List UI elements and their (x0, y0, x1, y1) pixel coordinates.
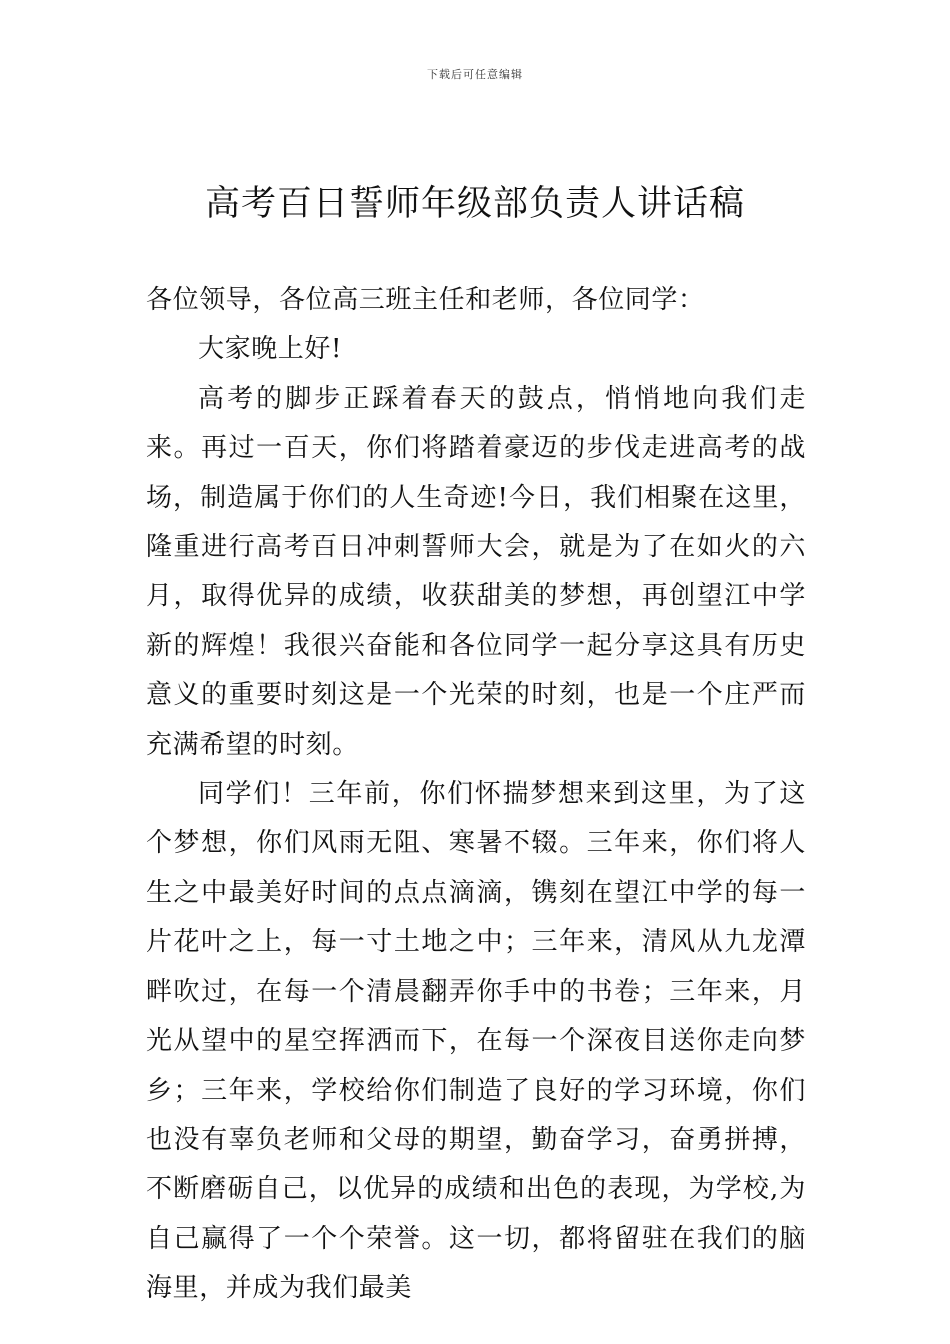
paragraph-2: 同学们！三年前，你们怀揣梦想来到这里，为了这个梦想，你们风雨无阻、寒暑不辍。三年来，你们将人生之中最美好时间的点点滴滴，镌刻在望江中学的每一片花叶之上，每一寸土地之中；三年来，清风从九龙潭畔吹过，在每一个清晨翻弄你手中的书卷；三年来，月光从望中的星空挥洒而下，在每一个深夜目送你走向梦乡；三年来，学校给你们制造了良好的学习环境，你们也没有辜负老师和父母的期望，勤奋学习，奋勇拼搏，不断磨砺自己，以优异的成绩和出色的表现，为学校,为自己赢得了一个个荣誉。这一切，都将留驻在我们的脑海里，并成为我们最美 (146, 779, 806, 1304)
paragraph-1: 高考的脚步正踩着春天的鼓点，悄悄地向我们走来。再过一百天，你们将踏着豪迈的步伐走进高考的战场，制造属于你们的人生奇迹!今日，我们相聚在这里，隆重进行高考百日冲刺誓师大会，就是为了在如火的六月，取得优异的成绩，收获甜美的梦想，再创望江中学新的辉煌！我很兴奋能和各位同学一起分享这具有历史意义的重要时刻这是一个光荣的时刻，也是一个庄严而充满希望的时刻。 (146, 383, 806, 760)
page-title: 高考百日誓师年级部负责人讲话稿 (204, 184, 745, 224)
header-note: 下载后可任意编辑 (427, 68, 523, 81)
paragraph-greeting: 大家晚上好! (198, 334, 343, 365)
salutation: 各位领导，各位高三班主任和老师，各位同学： (146, 285, 705, 315)
document-body (146, 276, 806, 1314)
